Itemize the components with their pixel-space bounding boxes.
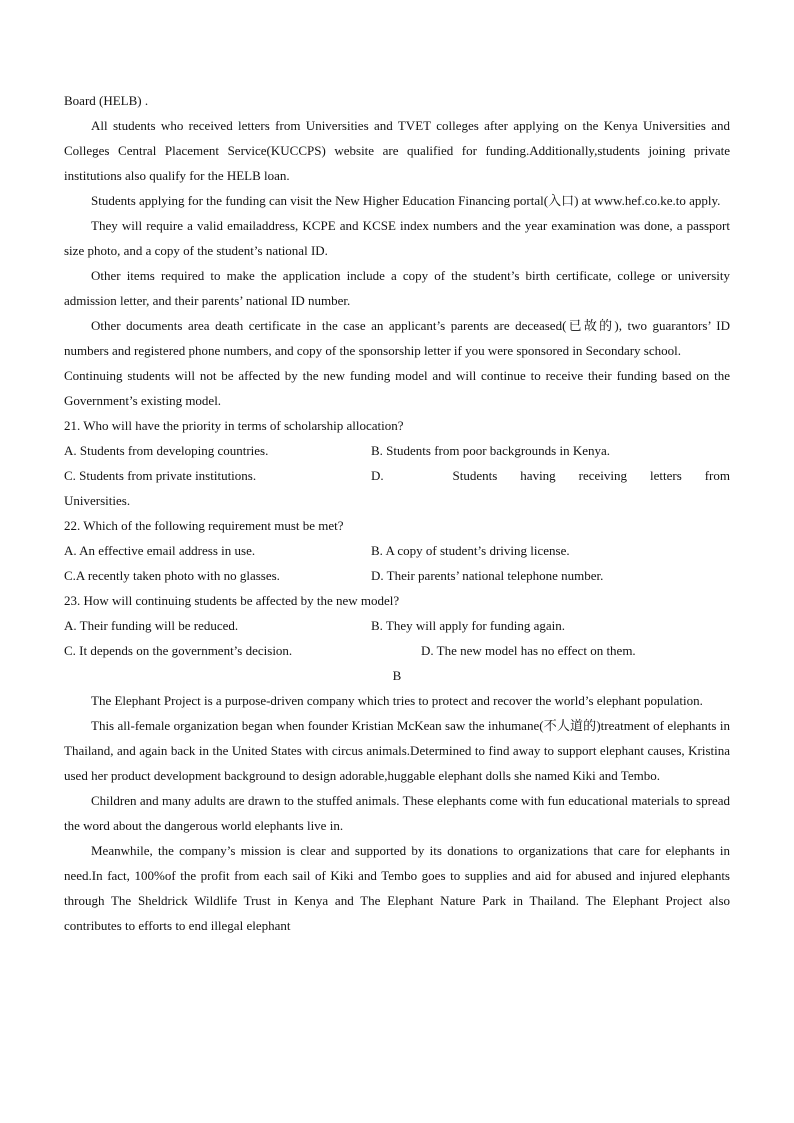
section-heading: B bbox=[392, 668, 402, 683]
paragraph: Children and many adults are drawn to the stuffed animals. These elephants come with fun educational materials to spread the word about the dangerous world elephants live in. bbox=[64, 793, 730, 833]
option-c: C. Students from private institutions. bbox=[64, 468, 257, 483]
option-a: A. Students from developing countries. bbox=[64, 443, 269, 458]
question-22 bbox=[64, 513, 730, 588]
paragraph: This all-female organization began when founder Kristian McKean saw the inhumane(不人道的)treatment of elephants in Thailand, and again back in the United States with circus animals.Determined to find away to support elephant causes, Kristina used her product development background to design adorable,huggable elephant dolls she named Kiki and Tembo. bbox=[64, 718, 730, 783]
paragraph: Other items required to make the application include a copy of the student’s birth certificate, college or university admission letter, and their parents’ national ID number. bbox=[64, 268, 730, 308]
option-d: D. Their parents’ national telephone number. bbox=[371, 568, 604, 583]
paragraph: All students who received letters from Universities and TVET colleges after applying on the Kenya Universities and Colleges Central Placement Service(KUCCPS) website are qualified for funding.Additionally,students joining private institutions also qualify for the HELB loan. bbox=[64, 118, 730, 183]
option-a: A. Their funding will be reduced. bbox=[64, 618, 239, 633]
question-21 bbox=[64, 413, 730, 513]
question-stem: 23. How will continuing students be affected by the new model? bbox=[64, 593, 400, 608]
option-b: B. They will apply for funding again. bbox=[371, 618, 566, 633]
question-stem: 21. Who will have the priority in terms of scholarship allocation? bbox=[64, 418, 404, 433]
option-a: A. An effective email address in use. bbox=[64, 543, 256, 558]
paragraph: Meanwhile, the company’s mission is clear and supported by its donations to organizations that care for elephants in need.In fact, 100%of the profit from each sail of Kiki and Tembo goes to supplies and aid for abused and injured elephants through The Sheldrick Wildlife Trust in Kenya and The Elephant Nature Park in Thailand. The Elephant Project also contributes to efforts to end illegal elephant bbox=[64, 843, 730, 933]
paragraph-closing: Continuing students will not be affected by the new funding model and will continue to receive their funding based on the Government’s existing model. bbox=[64, 368, 730, 408]
passage-continued-line: Board (HELB) . bbox=[64, 93, 149, 108]
document-page bbox=[64, 88, 730, 938]
option-c: C. It depends on the government’s decision. bbox=[64, 643, 293, 658]
option-b: B. Students from poor backgrounds in Kenya. bbox=[371, 443, 611, 458]
option-c: C.A recently taken photo with no glasses. bbox=[64, 568, 280, 583]
option-d: D. The new model has no effect on them. bbox=[421, 643, 636, 658]
paragraph: Other documents area death certificate in the case an applicant’s parents are deceased(已故的), two guarantors’ ID numbers and registered phone numbers, and copy of the sponsorship letter if you were sponsored in Secondary school. bbox=[64, 318, 730, 358]
option-b: B. A copy of student’s driving license. bbox=[371, 543, 570, 558]
question-stem: 22. Which of the following requirement must be met? bbox=[64, 518, 344, 533]
option-d-line1: D. Students having receiving letters from bbox=[371, 468, 730, 483]
option-d-continuation: Universities. bbox=[64, 493, 131, 508]
paragraph: The Elephant Project is a purpose-driven company which tries to protect and recover the world’s elephant population. bbox=[91, 693, 703, 708]
paragraph: Students applying for the funding can visit the New Higher Education Financing portal(入口) at www.hef.co.ke.to apply. bbox=[91, 193, 721, 208]
paragraph: They will require a valid emailaddress, KCPE and KCSE index numbers and the year examination was done, a passport size photo, and a copy of the student’s national ID. bbox=[64, 218, 730, 258]
question-23 bbox=[64, 588, 730, 663]
